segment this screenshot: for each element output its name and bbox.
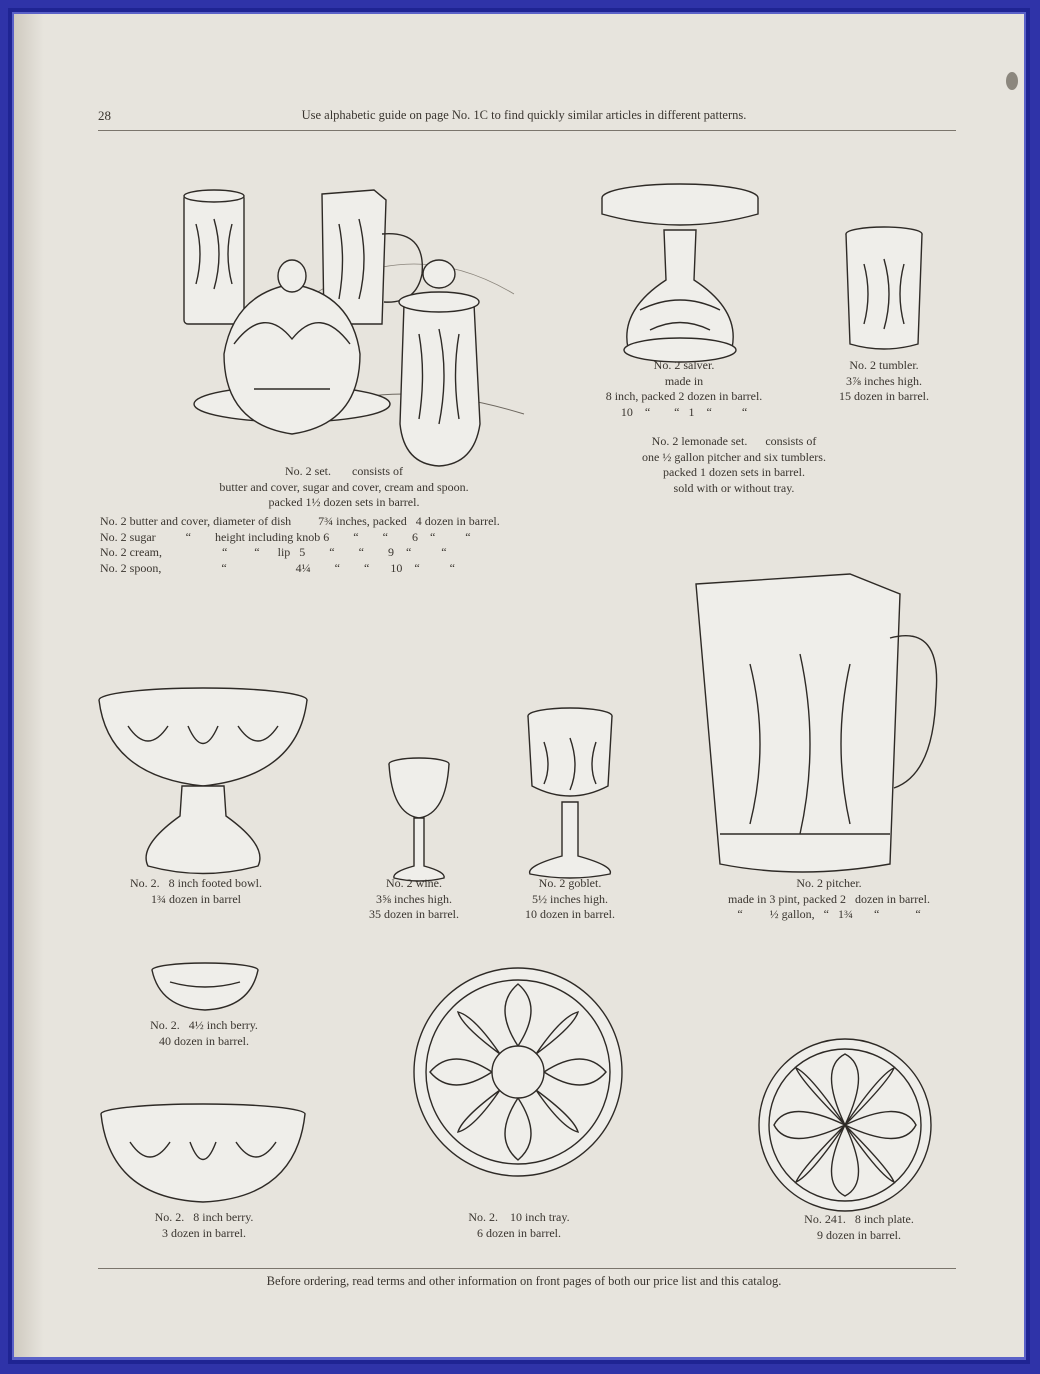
- header-rule: [98, 130, 956, 131]
- goblet-illustration: [522, 706, 618, 882]
- pitcher-caption: No. 2 pitcher. made in 3 pint, packed 2 dozen in barrel. “ ½ gallon, “ 1¾ “ “: [728, 876, 930, 921]
- tumbler-illustration: [844, 224, 924, 354]
- header-guide-text: Use alphabetic guide on page No. 1C to find quickly similar articles in different patterns.: [301, 108, 747, 122]
- wine-caption: No. 2 wine. 3⅝ inches high. 35 dozen in barrel.: [369, 876, 459, 921]
- salver-caption: No. 2 salver. made in 8 inch, packed 2 dozen in barrel. 10 “ “ 1 “ “: [605, 358, 763, 419]
- set-illustration: [164, 174, 534, 474]
- salver-illustration: [600, 180, 760, 370]
- berry-large-illustration: [100, 1102, 306, 1206]
- wine-illustration: [384, 756, 454, 882]
- footed-bowl-illustration: [98, 686, 308, 886]
- tray-caption: No. 2. 10 inch tray. 6 dozen in barrel.: [468, 1210, 570, 1240]
- lemonade-caption: No. 2 lemonade set. consists of one ½ gallon pitcher and six tumblers. packed 1 dozen sets in barrel. sold with or without tray.: [642, 434, 826, 495]
- set-details: No. 2 butter and cover, diameter of dish 7¾ inches, packed 4 dozen in barrel. No. 2 sugar “ height including knob 6 “ “ 6 “ “ No. 2 cream, “ “ lip 5 “ “ 9 “ “ No. 2 spoon, “ 4¼ “ “ 10 “ “: [100, 514, 500, 575]
- page-number: 28: [98, 108, 111, 123]
- pitcher-illustration: [690, 564, 940, 880]
- footer-text: Before ordering, read terms and other information on front pages of both our price list and this catalog.: [266, 1274, 782, 1288]
- goblet-caption: No. 2 goblet. 5½ inches high. 10 dozen in barrel.: [525, 876, 615, 921]
- tray-illustration: [412, 966, 624, 1178]
- tumbler-caption: No. 2 tumbler. 3⅞ inches high. 15 dozen in barrel.: [839, 358, 929, 403]
- berry-small-caption: No. 2. 4½ inch berry. 40 dozen in barrel.: [150, 1018, 258, 1048]
- page-gutter-shadow: [14, 14, 44, 1357]
- footer-rule: [98, 1268, 956, 1269]
- plate-illustration: [758, 1038, 932, 1212]
- berry-small-illustration: [150, 962, 260, 1012]
- berry-large-caption: No. 2. 8 inch berry. 3 dozen in barrel.: [154, 1210, 254, 1240]
- plate-caption: No. 241. 8 inch plate. 9 dozen in barrel.: [804, 1212, 914, 1242]
- set-caption: No. 2 set. consists of butter and cover, sugar and cover, cream and spoon. packed 1½ dozen sets in barrel.: [219, 464, 469, 509]
- catalog-page: [14, 14, 1024, 1357]
- paper-blemish: [1006, 72, 1018, 90]
- footed-bowl-caption: No. 2. 8 inch footed bowl. 1¾ dozen in barrel: [130, 876, 262, 906]
